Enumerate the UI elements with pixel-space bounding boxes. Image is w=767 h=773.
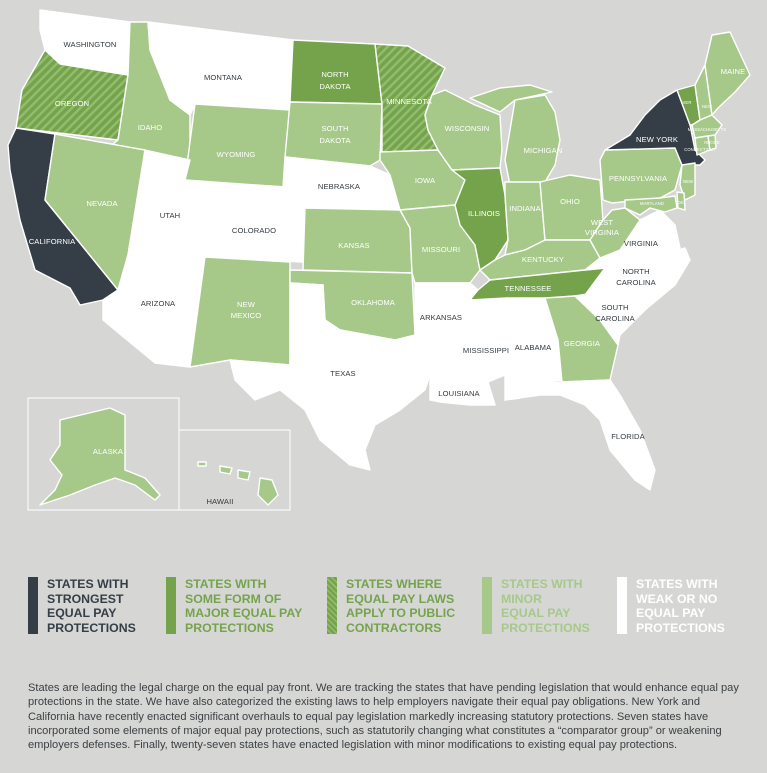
label-south-carolina-1: SOUTH [601,303,629,312]
label-delaware: DEL [677,200,687,205]
label-indiana: INDIANA [509,204,541,213]
label-california: CALIFORNIA [28,237,76,246]
label-rhode-island: RHODE [704,140,720,145]
label-illinois: ILLINOIS [467,209,501,218]
label-arizona: ARIZONA [140,299,176,308]
legend-label-weak: STATES WITH WEAK OR NO EQUAL PAY PROTECTIONS [636,577,725,635]
label-new-mexico-1: NEW [236,300,256,309]
legend-label-major: STATES WITH SOME FORM OF MAJOR EQUAL PAY PROTECTIONS [185,577,303,635]
label-alabama: ALABAMA [514,343,552,352]
legend-label-minor: STATES WITH MINOR EQUAL PAY PROTECTIONS [501,577,590,635]
description-paragraph: States are leading the legal charge on the equal pay front. We are tracking the states that have pending legislation that would enhance equal pay protections in the state. We have also categorized the existing laws to help employers navigate their equal pay obligations. New York and California have recently enacted significant overhauls to equal pay legislation markedly increasing statutory protections. Seven states have incorporated some elements of major equal pay protections, such as statutorily changing what constitutes a “comparator group” or weakening employers defenses. Finally, twenty-seven states have enacted legislation with minor modifications to existing equal pay protections. [28,682,739,751]
label-wisconsin: WISCONSIN [444,124,490,133]
label-new-york: NEW YORK [635,135,679,144]
legend-swatch-major [166,577,176,634]
state-colorado[interactable] [205,183,305,262]
label-minnesota: MINNESOTA [386,97,432,106]
label-alaska: ALASKA [92,447,124,456]
legend-swatch-minor [482,577,492,634]
label-kansas: KANSAS [338,241,370,250]
label-new-mexico-2: MEXICO [230,311,262,320]
label-colorado: COLORADO [231,226,277,235]
legend-swatch-weak [617,577,627,634]
label-virginia: VIRGINIA [623,239,659,248]
label-pennsylvania: PENNSYLVANIA [608,174,668,183]
label-florida: FLORIDA [611,432,645,441]
label-south-dakota-2: DAKOTA [319,136,351,145]
label-north-carolina-1: NORTH [622,267,650,276]
label-arkansas: ARKANSAS [419,313,463,322]
label-north-carolina-2: CAROLINA [616,278,656,287]
state-michigan[interactable] [505,95,560,185]
label-hawaii: HAWAII [206,497,234,506]
label-nevada: NEVADA [86,199,118,208]
label-new-jersey: NEW [682,179,694,184]
label-montana: MONTANA [203,73,243,82]
label-idaho: IDAHO [137,123,163,132]
label-washington: WASHINGTON [63,40,117,49]
legend-label-strongest: STATES WITH STRONGEST EQUAL PAY PROTECTIONS [47,577,136,635]
legend-swatch-contractors [327,577,337,634]
label-nebraska: NEBRASKA [317,182,361,191]
state-alaska[interactable] [40,408,160,505]
label-missouri: MISSOURI [421,245,461,254]
label-oregon: OREGON [54,99,90,108]
label-tennessee: TENNESSEE [504,284,552,293]
state-wyoming[interactable] [185,104,290,187]
label-south-carolina-2: CAROLINA [595,314,635,323]
label-west-virginia-2: VIRGINIA [584,228,620,237]
label-west-virginia-1: WEST [590,218,614,227]
label-mississippi: MISSISSIPPI [462,346,510,355]
label-iowa: IOWA [414,176,436,185]
legend-label-contractors: STATES WHERE EQUAL PAY LAWS APPLY TO PUBLIC CONTRACTORS [346,577,456,635]
label-massachusetts: MASSACHUSETTS [687,127,727,132]
state-south-dakota[interactable] [285,102,382,166]
label-utah: UTAH [159,211,181,220]
label-louisiana: LOUISIANA [438,389,480,398]
label-north-dakota-2: DAKOTA [319,82,351,91]
label-kentucky: KENTUCKY [521,255,565,264]
label-south-dakota-1: SOUTH [321,124,349,133]
label-north-dakota-1: NORTH [321,70,349,79]
label-michigan: MICHIGAN [523,146,563,155]
label-maryland: MARYLAND [640,201,664,206]
label-oklahoma: OKLAHOMA [351,298,395,307]
label-georgia: GEORGIA [563,339,601,348]
label-texas: TEXAS [330,369,356,378]
label-wyoming: WYOMING [216,150,256,159]
label-new-hampshire: NEW [701,104,713,109]
label-ohio: OHIO [560,197,580,206]
legend-swatch-strongest [28,577,38,634]
label-maine: MAINE [720,67,746,76]
label-vermont: VER [682,100,692,105]
label-connecticut: CONNECTICUT [684,147,716,152]
